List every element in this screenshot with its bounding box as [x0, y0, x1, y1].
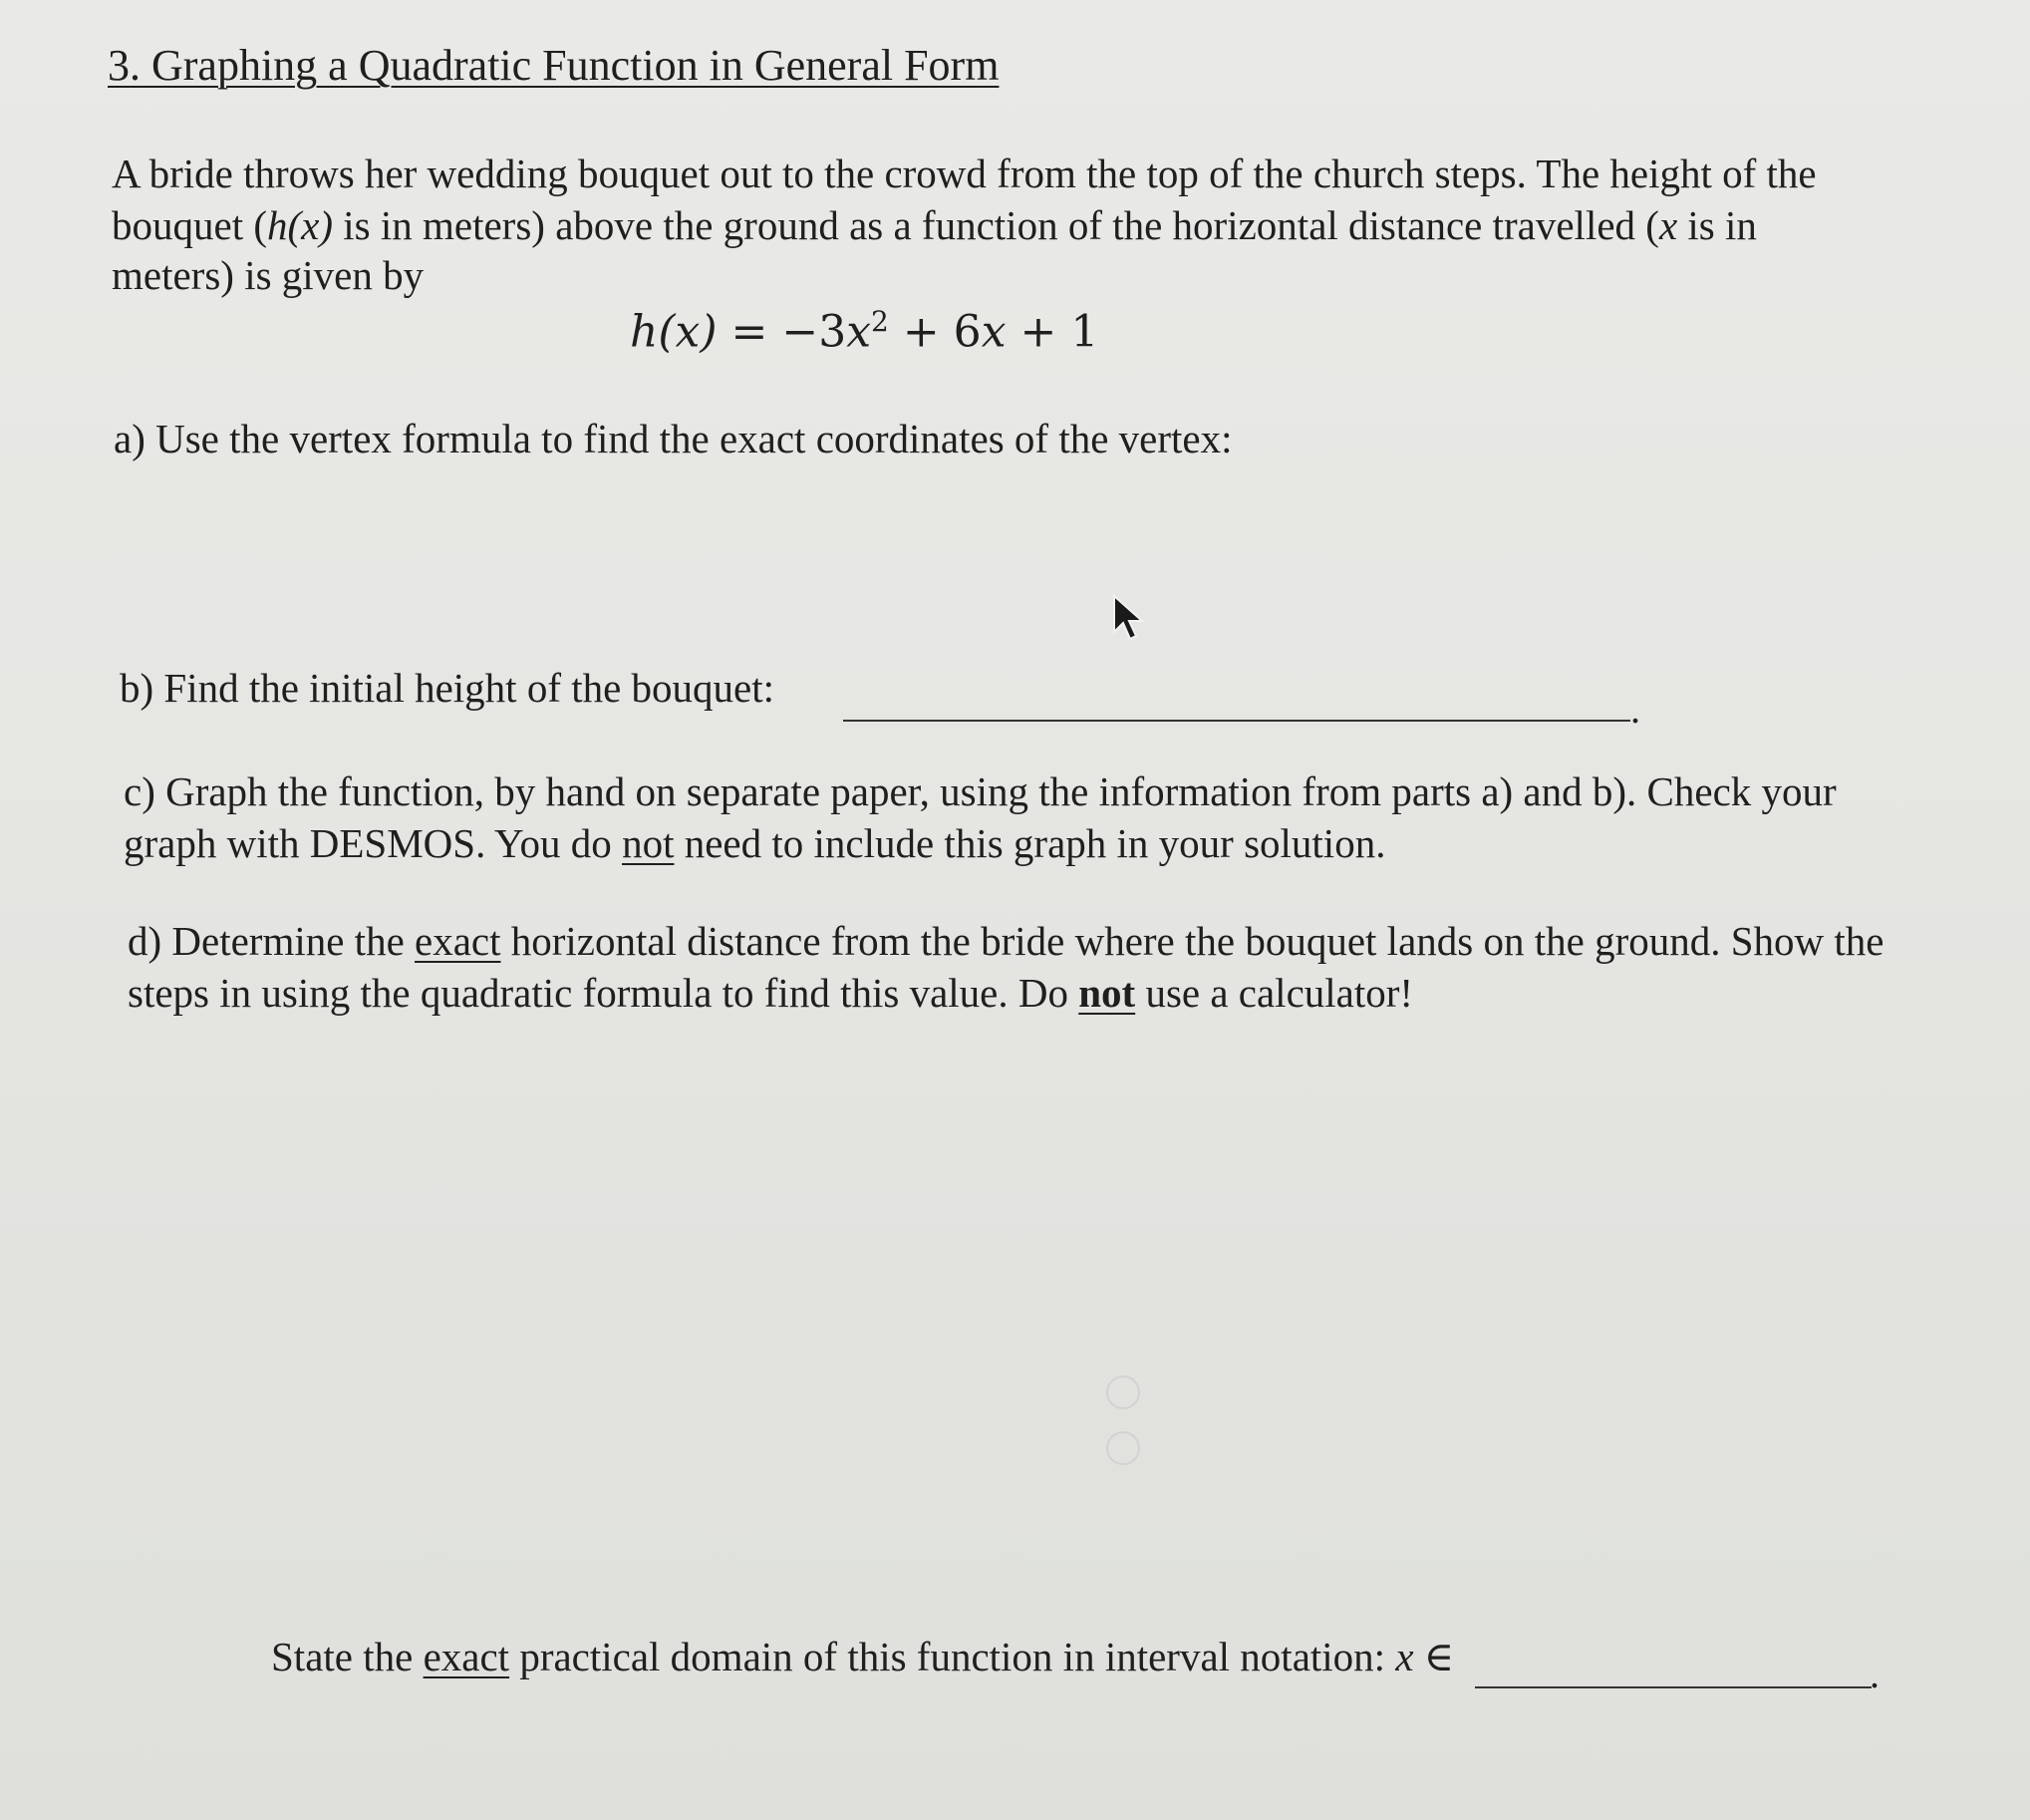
intro-line-2 — [112, 199, 1757, 251]
part-d-line-1 — [128, 915, 1884, 967]
equation-x: x — [846, 306, 872, 358]
emphasis-not-bold: not — [1078, 970, 1136, 1016]
equation-lhs: h(x) — [630, 306, 718, 358]
part-c-line-1: c) Graph the function, by hand on separate paper, using the information from parts a) and b). Check your — [124, 768, 1837, 814]
part-c-text: graph with DESMOS. You do — [124, 820, 623, 866]
answer-period: . — [1870, 1652, 1880, 1696]
intro-text: is in meters) above the ground as a function of the horizontal distance travelled ( — [333, 202, 1659, 248]
function-notation: h(x) — [267, 202, 334, 248]
initial-height-answer-line[interactable] — [843, 720, 1630, 722]
intro-text: bouquet ( — [112, 202, 267, 248]
part-d-text: horizontal distance from the bride where the bouquet lands on the ground. Show the — [500, 918, 1885, 964]
emphasis-exact: exact — [423, 1634, 510, 1679]
domain-text: State the — [271, 1634, 424, 1679]
quadratic-equation — [630, 305, 1098, 358]
part-c-line-2 — [124, 817, 1385, 869]
part-d-text: steps in using the quadratic formula to find this value. Do — [128, 970, 1079, 1016]
mouse-pointer-icon — [1110, 594, 1146, 644]
variable-x: x — [1658, 202, 1678, 248]
part-a-question: a) Use the vertex formula to find the exact coordinates of the vertex: — [114, 416, 1233, 461]
paper-smudge — [1106, 1375, 1140, 1409]
equation-part: = −3 — [717, 306, 847, 358]
variable-x: x — [1395, 1634, 1414, 1679]
paper-smudge — [1106, 1431, 1140, 1465]
answer-period: . — [1630, 687, 1640, 732]
intro-line-1: A bride throws her wedding bouquet out to the crowd from the top of the church steps. The height of the — [112, 151, 1817, 196]
part-d-text: d) Determine the — [128, 918, 416, 964]
emphasis-exact: exact — [415, 918, 501, 964]
intro-line-3: meters) is given by — [112, 252, 425, 298]
part-c-text: need to include this graph in your solution. — [674, 820, 1386, 866]
element-of-symbol: ∈ — [1413, 1634, 1455, 1679]
equation-exponent: 2 — [871, 305, 889, 338]
domain-question — [271, 1631, 1454, 1682]
emphasis-not: not — [622, 820, 675, 866]
equation-part: + 6 — [888, 306, 982, 358]
equation-part: + 1 — [1006, 306, 1099, 358]
domain-text: practical domain of this function in interval notation: — [509, 1634, 1396, 1679]
equation-x: x — [981, 306, 1007, 358]
intro-text: is in — [1677, 202, 1757, 248]
part-d-line-2 — [128, 967, 1413, 1019]
domain-answer-line[interactable] — [1475, 1686, 1872, 1688]
page-title: 3. Graphing a Quadratic Function in General Form — [108, 41, 1000, 90]
part-b-question: b) Find the initial height of the bouquet: — [120, 665, 775, 711]
part-d-text: use a calculator! — [1135, 970, 1414, 1016]
